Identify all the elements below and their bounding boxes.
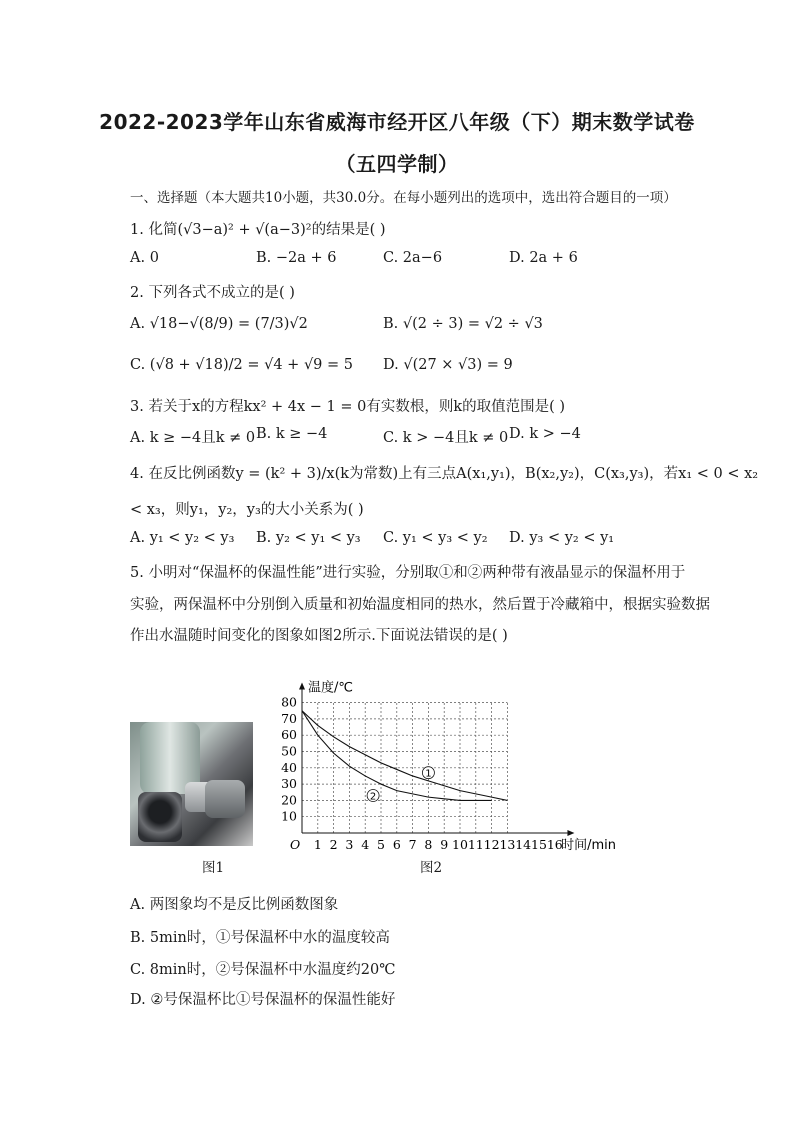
q2-option-c: C. (√8 + √18)/2 = √4 + √9 = 5 [130, 357, 354, 373]
q4-option-d: D. y₃ < y₂ < y₁ [509, 530, 615, 546]
y-tick-label: 20 [281, 792, 297, 808]
x-tick-label: 11 [467, 837, 484, 852]
exam-subtitle: （五四学制） [335, 152, 459, 176]
q3-stem: 3. 若关于x的方程kx² + 4x − 1 = 0有实数根，则k的取值范围是( ) [130, 399, 566, 415]
y-tick-label: 30 [281, 776, 297, 792]
y-axis-label: 温度/℃ [308, 680, 353, 696]
temperature-chart [270, 680, 640, 870]
x-axis-label: 时间/min [561, 838, 617, 853]
q5-option-b: B. 5min时，①号保温杯中水的温度较高 [130, 930, 390, 946]
q4-option-c: C. y₁ < y₃ < y₂ [383, 530, 488, 546]
q1-option-d: D. 2a + 6 [509, 250, 578, 266]
x-axis-arrow [567, 830, 574, 836]
x-tick-label: 2 [329, 837, 338, 852]
q5-option-d: D. ②号保温杯比①号保温杯的保温性能好 [130, 992, 396, 1008]
figure-1-caption: 图1 [202, 860, 225, 876]
x-tick-label: 1 [313, 837, 322, 852]
section-heading: 一、选择题（本大题共10小题，共30.0分。在每小题列出的选项中，选出符合题目的一项） [130, 190, 677, 206]
q5-stem-line2: 实验，两保温杯中分别倒入质量和初始温度相同的热水，然后置于冷藏箱中，根据实验数据 [130, 597, 710, 613]
x-tick-label: 4 [361, 837, 370, 852]
q5-option-c: C. 8min时，②号保温杯中水温度约20℃ [130, 962, 396, 978]
x-tick-label: 3 [345, 837, 354, 852]
q4-stem-line2: < x₃，则y₁，y₂，y₃的大小关系为( ) [130, 502, 364, 518]
q3-option-a: A. k ≥ −4且k ≠ 0 [130, 430, 256, 446]
y-tick-label: 60 [281, 727, 297, 743]
x-tick-label: 14 [515, 837, 532, 852]
y-tick-label: 10 [281, 808, 297, 824]
q3-option-c: C. k > −4且k ≠ 0 [383, 430, 509, 446]
q4-option-a: A. y₁ < y₂ < y₃ [130, 530, 235, 546]
q3-option-b: B. k ≥ −4 [256, 426, 328, 442]
x-tick-label: 7 [408, 837, 417, 852]
x-tick-label: 16 [546, 837, 563, 852]
exam-title: 2022-2023学年山东省威海市经开区八年级（下）期末数学试卷 [99, 110, 695, 134]
y-axis-arrow [299, 683, 305, 690]
figure-2-caption: 图2 [420, 860, 443, 876]
x-tick-label: 9 [440, 837, 449, 852]
q2-option-a: A. √18−√(8/9) = (7/3)√2 [130, 316, 308, 332]
q4-option-b: B. y₂ < y₁ < y₃ [256, 530, 361, 546]
y-tick-label: 70 [281, 710, 297, 726]
q1-stem: 1. 化简(√3−a)² + √(a−3)²的结果是( ) [130, 222, 386, 238]
q1-option-a: A. 0 [130, 250, 159, 266]
x-tick-label: 8 [424, 837, 433, 852]
q5-stem-line1: 5. 小明对“保温杯的保温性能”进行实验，分别取①和②两种带有液晶显示的保温杯用于 [130, 565, 686, 581]
x-tick-label: 15 [531, 837, 547, 852]
q2-stem: 2. 下列各式不成立的是( ) [130, 285, 295, 301]
q2-option-b: B. √(2 ÷ 3) = √2 ÷ √3 [383, 316, 543, 332]
q1-option-b: B. −2a + 6 [256, 250, 337, 266]
series-line-1 [302, 711, 507, 801]
thermos-cup-open [138, 792, 182, 842]
thermos-cup-gray [205, 780, 245, 818]
q5-option-a: A. 两图象均不是反比例函数图象 [130, 897, 339, 913]
y-tick-label: 80 [281, 694, 297, 710]
series-label-1: 1 [425, 768, 432, 780]
x-tick-label: 12 [483, 837, 500, 852]
q3-option-d: D. k > −4 [509, 426, 581, 442]
q4-stem-line1: 4. 在反比例函数y = (k² + 3)/x(k为常数)上有三点A(x₁,y₁)，B(x₂,y₂)，C(x₃,y₃)，若x₁ < 0 < x₂ [130, 466, 759, 482]
x-tick-label: 13 [499, 837, 516, 852]
y-tick-label: 40 [281, 759, 297, 775]
x-tick-label: 5 [377, 837, 385, 852]
origin-label: O [290, 837, 301, 852]
y-tick-label: 50 [281, 743, 297, 759]
thermos-photo [130, 722, 253, 846]
x-tick-label: 6 [392, 837, 401, 852]
q5-stem-line3: 作出水温随时间变化的图象如图2所示.下面说法错误的是( ) [130, 628, 508, 644]
q2-option-d: D. √(27 × √3) = 9 [383, 357, 513, 373]
x-tick-label: 10 [452, 837, 468, 852]
q1-option-c: C. 2a−6 [383, 250, 443, 266]
series-label-2: 2 [369, 791, 377, 803]
